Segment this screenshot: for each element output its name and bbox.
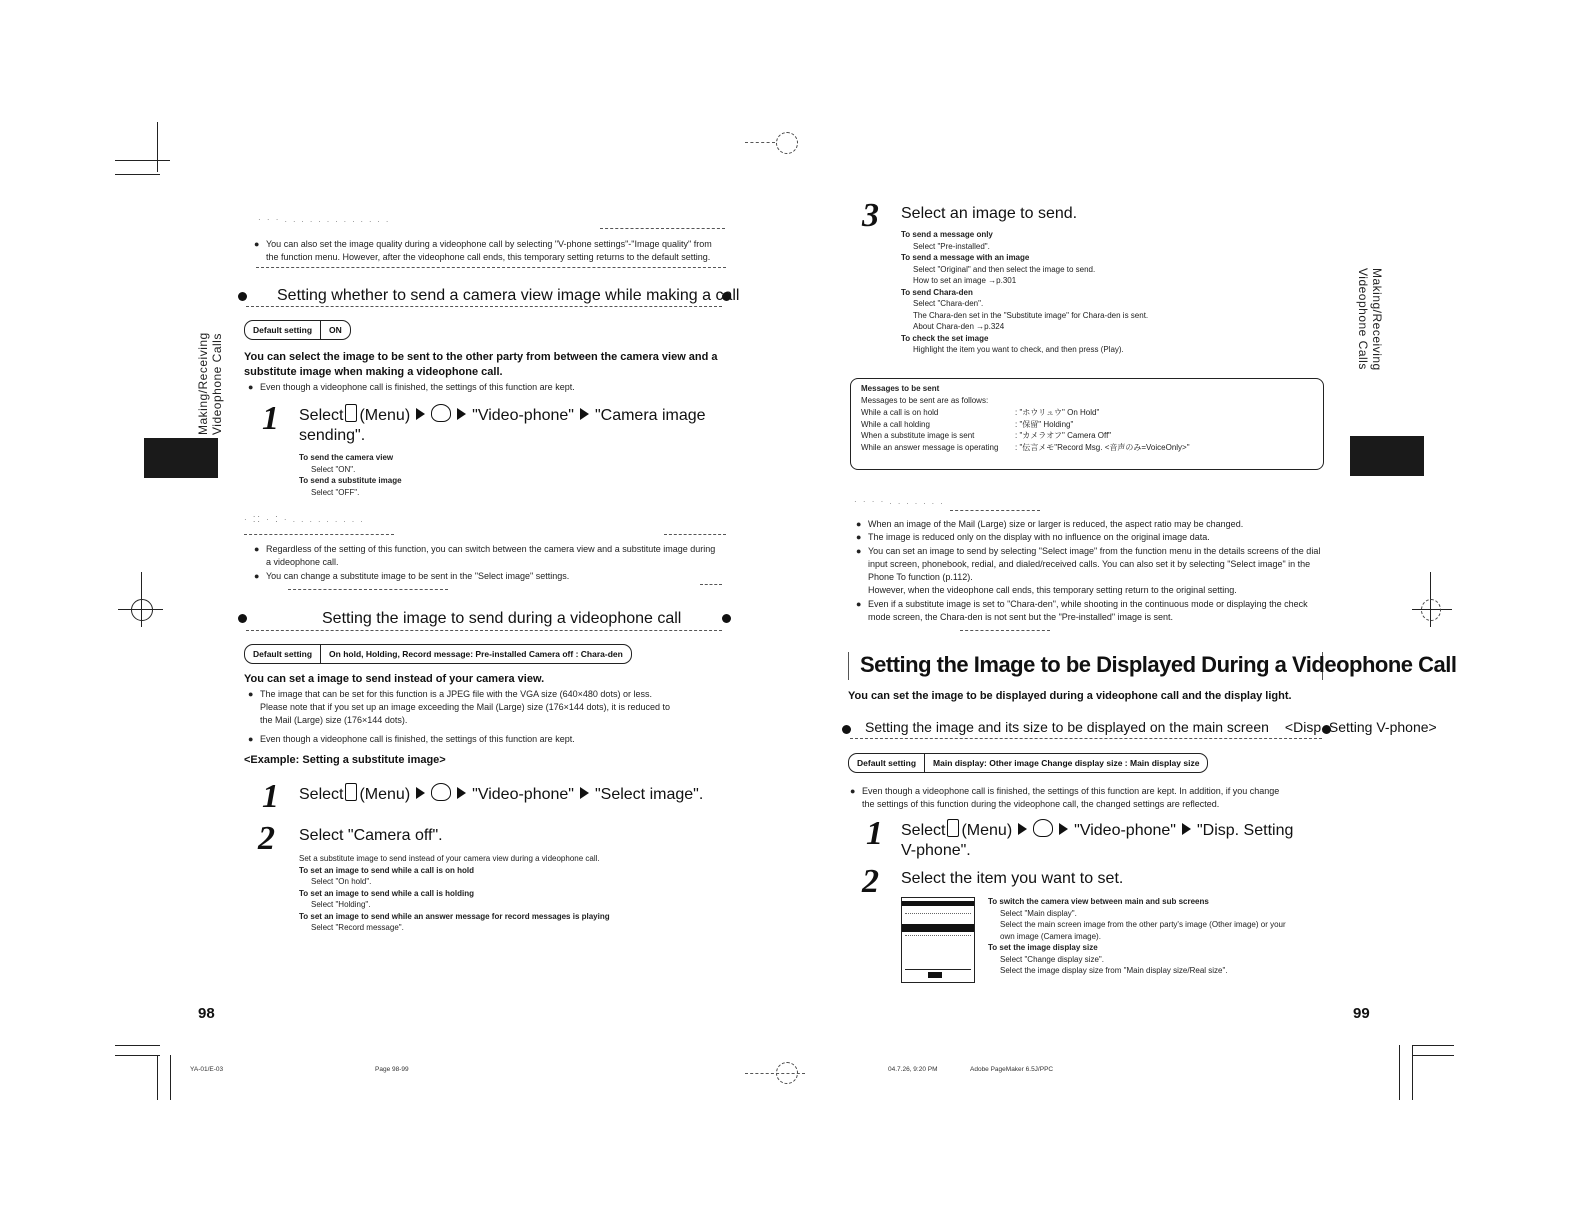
example-label: <Example: Setting a substitute image> bbox=[244, 754, 446, 766]
arrow-icon bbox=[416, 408, 425, 420]
arrow-icon bbox=[1059, 823, 1068, 835]
note-bottom-rule bbox=[960, 630, 1050, 631]
table-row: While a call is on hold : "ホウリュウ" On Hold" bbox=[861, 408, 1100, 417]
note-top-rule bbox=[600, 228, 725, 229]
step-number: 1 bbox=[866, 815, 883, 852]
side-tab-marker-right bbox=[1350, 436, 1424, 476]
step-title: Select an image to send. bbox=[901, 205, 1078, 222]
section-heading-display: Setting the image and its size to be displayed on the main screen <Disp. Setting V-phone> bbox=[865, 719, 1437, 735]
side-tab-marker-left bbox=[144, 438, 218, 478]
registration-mark bbox=[1421, 599, 1441, 621]
step-title: Select "Camera off". bbox=[299, 827, 443, 844]
note-bottom-rule bbox=[700, 584, 722, 585]
default-setting-label: Default setting bbox=[253, 649, 313, 659]
videophone-icon bbox=[431, 404, 451, 422]
arrow-icon bbox=[416, 787, 425, 799]
info-bullet: ● Regardless of the setting of this function, you can switch between the camera view and a substitute image during a videophone call. bbox=[266, 543, 718, 569]
registration-mark bbox=[745, 142, 775, 143]
info-bullet: ● You can change a substitute image to be sent in the "Select image" settings. bbox=[266, 570, 718, 583]
crop-mark bbox=[115, 174, 160, 175]
top-note-text: ● You can also set the image quality during a videophone call by selecting "V-phone settings"-"Image quality" from the function menu. However, after the videophone call ends, this temporary setting returns to the default setting. bbox=[266, 238, 726, 264]
page-number: 98 bbox=[198, 1005, 215, 1022]
section-bullet-text: ● Even though a videophone call is finished, the settings of this function are kept. bbox=[260, 733, 730, 746]
footer-file: YA-01/E-03 bbox=[190, 1066, 224, 1073]
default-setting-value: Main display: Other image Change display size : Main display size bbox=[933, 758, 1200, 768]
arrow-icon bbox=[1018, 823, 1027, 835]
section-bullet-text: ● The image that can be set for this function is a JPEG file with the VGA size (640×480 dots) or less. Please note that if you set up an image exceeding the Mail (Large) size (176×144 dots), it is reduced to the Mail (Large) size (176×144 dots). bbox=[260, 688, 730, 727]
arrow-icon bbox=[1182, 823, 1191, 835]
faded-note-heading: · · · . . . . . . . . . . . . . bbox=[258, 215, 391, 224]
crop-mark bbox=[115, 1045, 160, 1046]
info-bullet: ● When an image of the Mail (Large) size or larger is reduced, the aspect ratio may be changed. bbox=[868, 518, 1318, 531]
side-tab-text-left: Making/Receiving Videophone Calls bbox=[196, 332, 224, 435]
step-number: 1 bbox=[262, 400, 279, 437]
arrow-icon bbox=[457, 408, 466, 420]
step-number: 3 bbox=[862, 197, 879, 234]
crop-mark bbox=[115, 1055, 160, 1056]
videophone-icon bbox=[431, 783, 451, 801]
section-rule bbox=[246, 630, 722, 631]
section-bullet-text: ● Even though a videophone call is finished, the settings of this function are kept. In addition, if you change the settings of this function during the videophone call, the changed settings are reflected. bbox=[862, 785, 1328, 811]
title-bracket bbox=[848, 652, 849, 680]
registration-mark bbox=[745, 1073, 805, 1074]
table-row: While a call holding : "保留" Holding" bbox=[861, 419, 1074, 429]
menu-key-icon bbox=[345, 783, 357, 801]
crop-mark bbox=[1412, 1055, 1454, 1056]
table-row: When a substitute image is sent : "カメラオフ" Camera Off" bbox=[861, 431, 1112, 440]
default-setting-value: ON bbox=[329, 325, 342, 335]
arrow-icon bbox=[580, 408, 589, 420]
section-intro: You can select the image to be sent to the other party from between the camera view and a substitute image when making a videophone call. bbox=[244, 351, 718, 378]
step-sub-options: To send a message only Select "Pre-installed". To send a message with an image Select "Original" and then select the image to send. How to set an image →p.301 To send Chara-den Select "Chara-den". The Chara-den set in the "Substitute image" for Chara-den is sent. About Chara-den →p.324 To check the set image Highlight the item you want to check, and then press (Play). bbox=[901, 230, 1149, 354]
messages-box-sub: Messages to be sent are as follows: bbox=[861, 396, 989, 405]
registration-mark bbox=[131, 599, 153, 621]
crop-mark bbox=[1412, 1045, 1413, 1100]
crop-mark bbox=[1399, 1045, 1400, 1100]
step-title: Select (Menu) "Video-phone" "Camera image sending". bbox=[299, 404, 719, 446]
default-setting-badge bbox=[848, 753, 1208, 773]
default-setting-value: On hold, Holding, Record message: Pre-installed Camera off : Chara-den bbox=[329, 649, 623, 659]
step-sub-options: To send the camera view Select "ON". To send a substitute image Select "OFF". bbox=[299, 453, 402, 497]
section-bullet-text: ● Even though a videophone call is finished, the settings of this function are kept. bbox=[260, 381, 730, 394]
info-bullet: ● The image is reduced only on the display with no influence on the original image data. bbox=[868, 531, 1318, 544]
default-setting-label: Default setting bbox=[253, 325, 313, 335]
registration-mark bbox=[776, 132, 798, 154]
section-heading-image-send: Setting the image to send during a videophone call bbox=[322, 610, 682, 627]
note-bottom-rule bbox=[256, 267, 726, 268]
faded-note-heading: · ⁚⁚ · ⁚ · . . . . . . . . . bbox=[244, 515, 365, 524]
step-sub-options: Set a substitute image to send instead of your camera view during a videophone call. To set an image to send while a call is on hold Select "On hold". To set an image to send while a call is holding Select "Holding". To set an image to send while an answer message for record messages is playing Select "Record message". bbox=[299, 854, 610, 932]
arrow-icon bbox=[580, 787, 589, 799]
page-title: Setting the Image to be Displayed During a Videophone Call bbox=[860, 652, 1457, 677]
crop-mark bbox=[157, 1055, 158, 1100]
section-rule bbox=[246, 306, 722, 307]
footer-software: Adobe PageMaker 6.5J/PPC bbox=[970, 1066, 1054, 1073]
crop-mark bbox=[115, 160, 170, 161]
videophone-icon bbox=[1033, 819, 1053, 837]
step-title: Select (Menu) "Video-phone" "Disp. Setting V-phone". bbox=[901, 819, 1321, 861]
menu-key-icon bbox=[947, 819, 959, 837]
section-bullet-right bbox=[722, 614, 731, 623]
step-title: Select the item you want to set. bbox=[901, 870, 1124, 887]
crop-mark bbox=[170, 1055, 171, 1100]
title-intro: You can set the image to be displayed during a videophone call and the display light. bbox=[848, 690, 1292, 702]
note-top-rule bbox=[244, 534, 394, 535]
step-title: Select (Menu) "Video-phone" "Select image". bbox=[299, 783, 729, 805]
messages-box bbox=[850, 378, 1324, 470]
phone-screen-thumbnail bbox=[901, 897, 975, 983]
page-number: 99 bbox=[1353, 1005, 1370, 1022]
section-bullet-left bbox=[238, 292, 247, 301]
section-bullet-left bbox=[238, 614, 247, 623]
crop-mark bbox=[1412, 1045, 1454, 1046]
default-setting-badge bbox=[244, 320, 351, 340]
footer-page: Page 98-99 bbox=[375, 1066, 409, 1073]
crop-mark bbox=[157, 122, 158, 172]
section-rule bbox=[850, 738, 1322, 739]
step-number: 1 bbox=[262, 778, 279, 815]
messages-table bbox=[861, 407, 1194, 453]
info-bullet: ● Even if a substitute image is set to "Chara-den", while shooting in the continuous mode or displaying the check mode screen, the Chara-den is not sent but the "Pre-installed" image is sent. bbox=[868, 598, 1328, 624]
step-number: 2 bbox=[862, 863, 879, 900]
faded-note-heading: · · · · . . . . . . . bbox=[854, 497, 945, 506]
messages-box-title: Messages to be sent bbox=[861, 384, 940, 393]
note-top-rule bbox=[950, 510, 1040, 511]
section-bullet-left bbox=[842, 725, 851, 734]
step-number: 2 bbox=[258, 820, 275, 857]
table-row: While an answer message is operating : "伝言メモ"Record Msg. <音声のみ=VoiceOnly>" bbox=[861, 442, 1190, 452]
info-bullet: ● You can set an image to send by selecting "Select image" from the function menu in the details screens of the dial input screen, phonebook, redial, and dialed/received calls. You can also set it by selecting "Select image" in the Phone To function (p.112). However, when the videophone call ends, this temporary setting return to the original setting. bbox=[868, 545, 1328, 597]
note-top-rule bbox=[664, 534, 726, 535]
side-tab-text-right: Making/Receiving Videophone Calls bbox=[1356, 268, 1384, 371]
default-setting-badge bbox=[244, 644, 632, 664]
arrow-icon bbox=[457, 787, 466, 799]
footer-timestamp: 04.7.26, 9:20 PM bbox=[888, 1066, 938, 1073]
step-sub-options: To switch the camera view between main and sub screens Select "Main display". Select the main screen image from the other party's image (Other image) or your own image (Camera image). To set the image display size Select "Change display size". Select the image display size from "Main display size/Real size". bbox=[988, 897, 1286, 975]
top-note bbox=[256, 238, 726, 264]
section-heading-camera-view: Setting whether to send a camera view image while making a call bbox=[277, 287, 740, 304]
menu-key-icon bbox=[345, 404, 357, 422]
section-intro: You can set a image to send instead of your camera view. bbox=[244, 673, 545, 685]
note-bottom-rule bbox=[288, 589, 448, 590]
default-setting-label: Default setting bbox=[857, 758, 917, 768]
